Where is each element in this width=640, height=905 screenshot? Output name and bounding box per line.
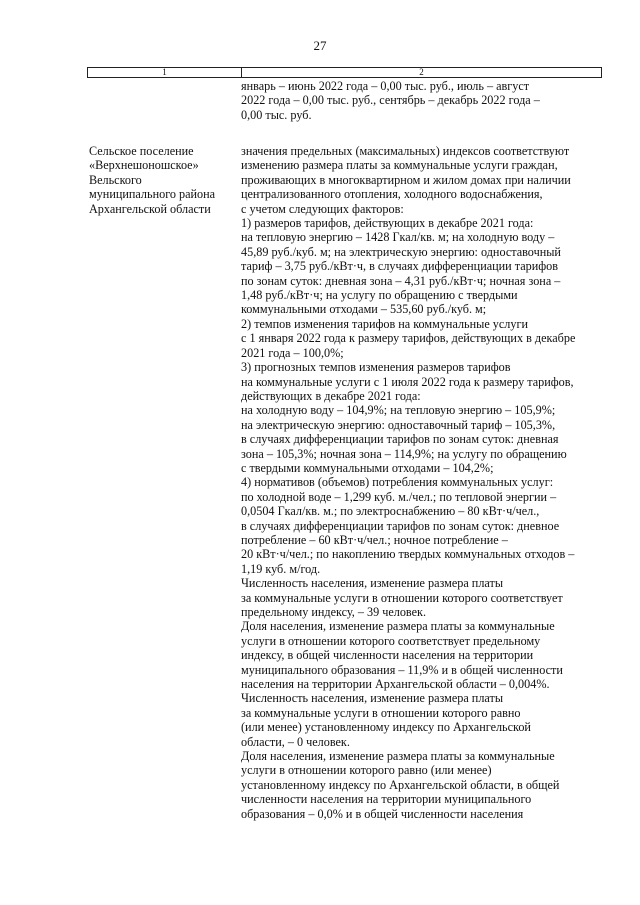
text-line: с 1 января 2022 года к размеру тарифов, действующих в декабре	[241, 331, 576, 346]
text-line: «Верхнешоношское»	[89, 158, 199, 173]
text-line: услуги в отношении которого равно (или менее)	[241, 763, 492, 778]
text-line: Сельское поселение	[89, 144, 194, 158]
text-line: Вельского	[89, 172, 142, 187]
text-line: коммунальными отходами – 535,60 руб./куб. м;	[241, 302, 487, 317]
text-line: проживающих в многоквартирном и жилом домах при наличии	[241, 172, 571, 187]
text-line: Архангельской области	[89, 201, 211, 216]
text-line: установленному индексу по Архангельской области, в общей	[241, 777, 560, 792]
text-line: на электрическую энергию: одноставочный тариф – 105,3%,	[241, 417, 556, 432]
text-line: области, – 0 человек.	[241, 734, 350, 749]
text-line: потребление – 60 кВт·ч/чел.; ночное потребление –	[241, 532, 508, 547]
text-line: централизованного отопления, холодного водоснабжения,	[241, 187, 543, 202]
text-line: услуги в отношении которого соответствует предельному	[241, 633, 541, 648]
table-header-row	[87, 67, 602, 78]
text-line: 0,0504 Гкал/кв. м.; по электроснабжению – 80 кВт·ч/чел.,	[241, 504, 540, 519]
text-line: изменению размера платы за коммунальные услуги граждан,	[241, 158, 558, 173]
text-line: за коммунальные услуги в отношении которого соответствует	[241, 590, 563, 605]
text-line: по холодной воде – 1,299 куб. м./чел.; по тепловой энергии –	[241, 489, 557, 504]
text-line: январь – июнь 2022 года – 0,00 тыс. руб., июль – август	[241, 79, 530, 93]
municipality-name	[89, 144, 237, 216]
index-description	[241, 144, 609, 821]
text-line: Доля населения, изменение размера платы за коммунальные	[241, 619, 555, 634]
text-line: с твердыми коммунальными отходами – 104,2%;	[241, 460, 494, 475]
text-line: 2021 года – 100,0%;	[241, 345, 344, 360]
text-line: зона – 105,3%; ночная зона – 114,9%; на услугу по обращению	[241, 446, 567, 461]
text-line: населения на территории Архангельской области – 0,004%.	[241, 677, 550, 692]
text-line: 4) нормативов (объемов) потребления коммунальных услуг:	[241, 475, 554, 490]
text-line: в случаях дифференциации тарифов по зонам суток: дневное	[241, 518, 560, 533]
continuation-text	[241, 79, 606, 122]
text-line: предельному индексу, – 39 человек.	[241, 605, 426, 619]
text-line: на холодную воду – 104,9%; на тепловую энергию – 105,9%;	[241, 403, 556, 418]
text-line: действующих в декабре 2021 года:	[241, 388, 421, 403]
text-line: тариф – 3,75 руб./кВт·ч, в случаях дифференциации тарифов	[241, 259, 558, 274]
table-header-col2: 2	[419, 67, 424, 77]
text-line: Численность населения, изменение размера платы	[241, 576, 504, 591]
text-line: 0,00 тыс. руб.	[241, 107, 312, 122]
text-line: по зонам суток: дневная зона – 4,31 руб./кВт·ч; ночная зона –	[241, 273, 561, 288]
text-line: 1,48 руб./кВт·ч; на услугу по обращению с твердыми	[241, 288, 518, 303]
text-line: 2) темпов изменения тарифов на коммунальные услуги	[241, 316, 528, 331]
table-header-col1: 1	[88, 68, 242, 77]
text-line: 3) прогнозных темпов изменения размеров тарифов	[241, 360, 511, 375]
text-line: Доля населения, изменение размера платы за коммунальные	[241, 749, 555, 764]
text-line: за коммунальные услуги в отношении которого равно	[241, 705, 521, 720]
text-line: в случаях дифференциации тарифов по зонам суток: дневная	[241, 432, 559, 447]
text-line: на тепловую энергию – 1428 Гкал/кв. м; на холодную воду –	[241, 230, 555, 245]
text-line: на коммунальные услуги с 1 июля 2022 года к размеру тарифов,	[241, 374, 574, 389]
text-line: значения предельных (максимальных) индексов соответствуют	[241, 144, 570, 158]
text-line: 2022 года – 0,00 тыс. руб., сентябрь – декабрь 2022 года –	[241, 93, 540, 108]
text-line: муниципального образования – 11,9% и в общей численности	[241, 662, 563, 677]
text-line: 1) размеров тарифов, действующих в декабре 2021 года:	[241, 216, 534, 231]
page-number: 27	[313, 38, 327, 53]
text-line: (или менее) установленному индексу по Архангельской	[241, 720, 531, 735]
text-line: муниципального района	[89, 187, 216, 202]
text-line: с учетом следующих факторов:	[241, 201, 404, 216]
text-line: индексу, в общей численности населения на территории	[241, 648, 534, 663]
text-line: 1,19 куб. м/год.	[241, 561, 321, 576]
text-line: 20 кВт·ч/чел.; по накоплению твердых коммунальных отходов –	[241, 547, 575, 562]
text-line: Численность населения, изменение размера платы	[241, 691, 504, 706]
text-line: численности населения на территории муниципального	[241, 792, 532, 807]
text-line: 45,89 руб./куб. м; на электрическую энергию: одноставочный	[241, 244, 561, 259]
text-line: образования – 0,0% и в общей численности населения	[241, 806, 524, 821]
